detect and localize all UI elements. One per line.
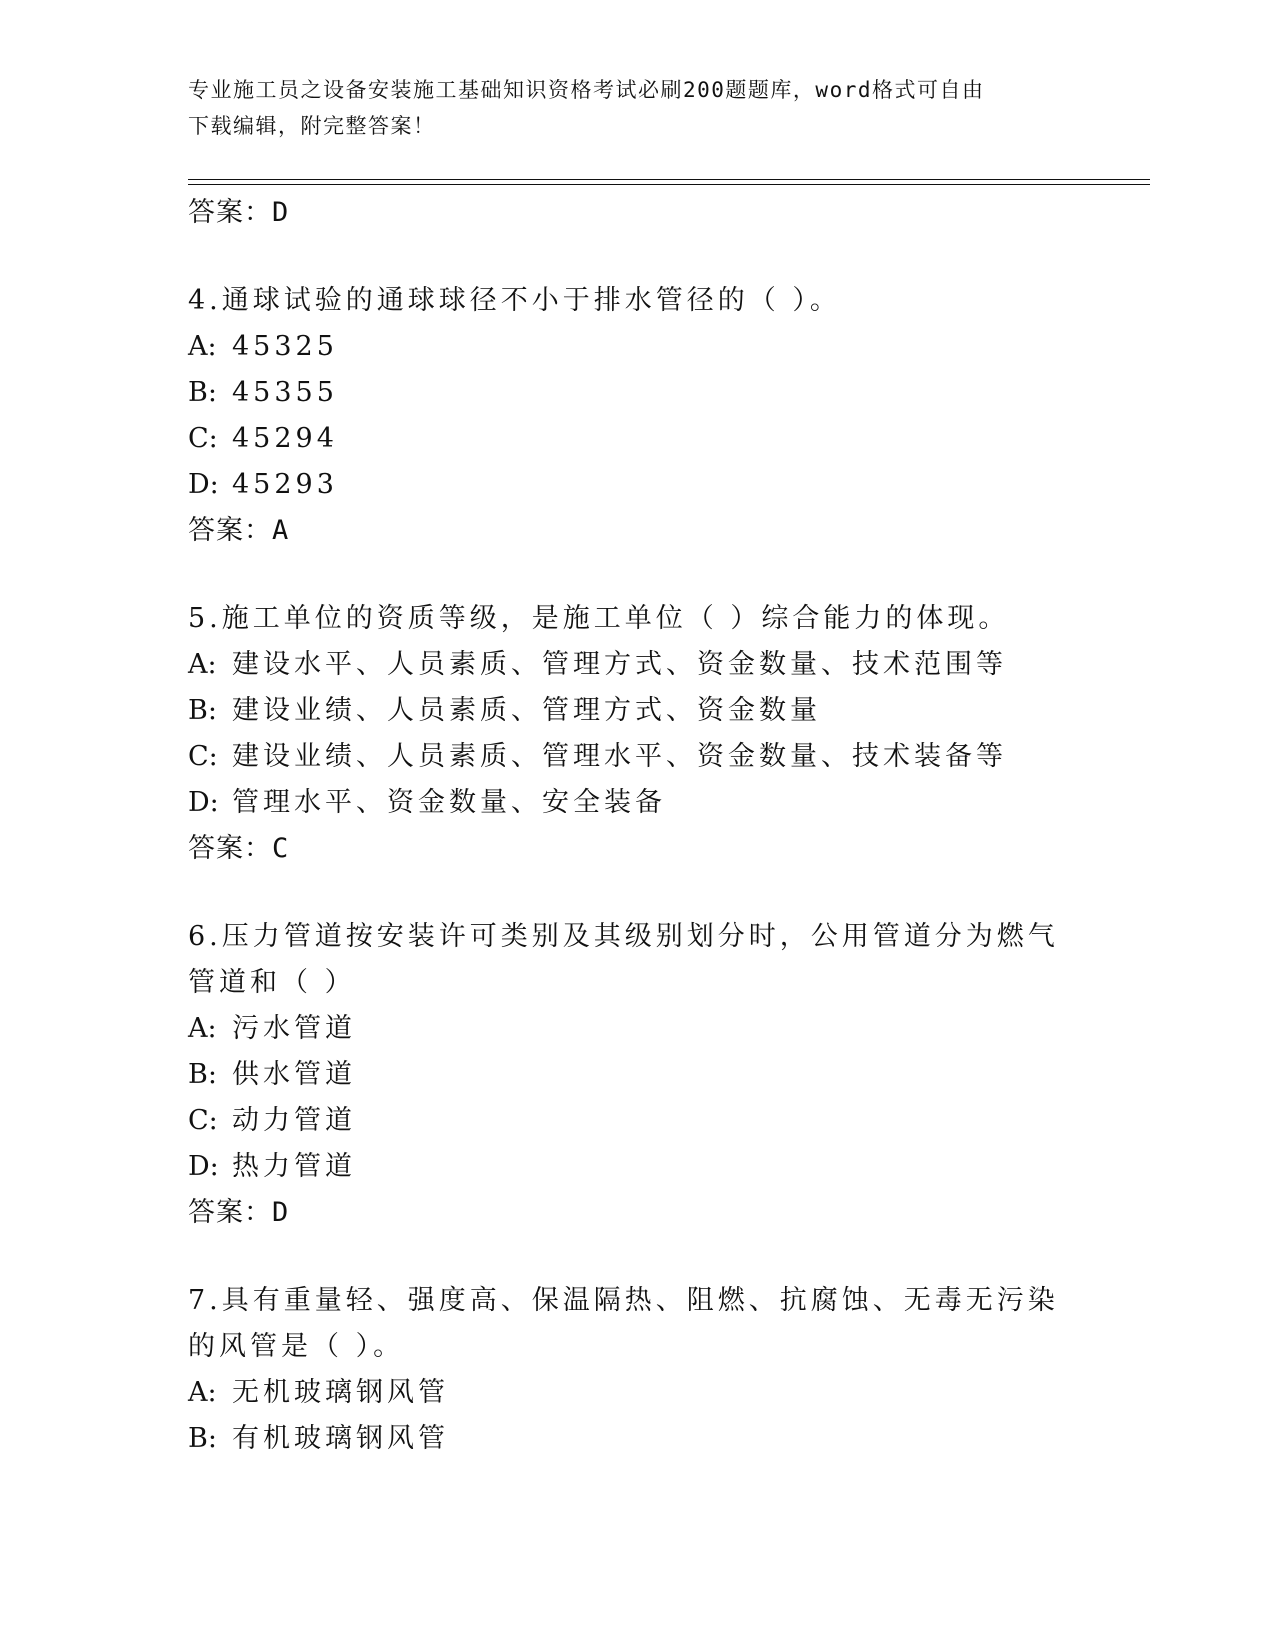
option-letter: C: [188, 741, 218, 772]
question-stem: 6.压力管道按安装许可类别及其级别划分时，公用管道分为燃气管道和（ ） [188, 921, 1059, 998]
option-letter: D: [188, 787, 219, 818]
header-rule-top [188, 179, 1150, 180]
answer-line: 答案：D [188, 1197, 290, 1228]
question-list [188, 190, 1088, 1462]
option-d [188, 1144, 1088, 1190]
option-d [188, 462, 1088, 508]
option-a [188, 642, 1088, 688]
option-text: 建设业绩、人员素质、管理方式、资金数量 [232, 695, 821, 726]
option-letter: A: [188, 649, 217, 680]
option-c [188, 734, 1088, 780]
option-letter: B: [188, 1423, 217, 1454]
option-text: 管理水平、资金数量、安全装备 [232, 787, 666, 818]
option-letter: B: [188, 377, 217, 408]
option-text: 建设水平、人员素质、管理方式、资金数量、技术范围等 [232, 649, 1007, 680]
document-header [188, 72, 1068, 144]
header-line-1: 专业施工员之设备安装施工基础知识资格考试必刷200题题库，word格式可自由 [188, 78, 985, 102]
answer-line: 答案：A [188, 515, 290, 546]
question-6 [188, 914, 1088, 1236]
option-b [188, 370, 1088, 416]
option-text: 动力管道 [232, 1105, 356, 1136]
option-a [188, 324, 1088, 370]
option-letter: A: [188, 331, 217, 362]
option-b [188, 1052, 1088, 1098]
question-stem: 7.具有重量轻、强度高、保温隔热、阻燃、抗腐蚀、无毒无污染的风管是（ ）。 [188, 1285, 1059, 1362]
question-stem: 5.施工单位的资质等级，是施工单位（ ）综合能力的体现。 [188, 603, 1010, 634]
question-7 [188, 1278, 1088, 1462]
header-line-2: 下载编辑，附完整答案！ [188, 114, 436, 138]
option-letter: D: [188, 469, 219, 500]
option-text: 45293 [232, 469, 338, 500]
option-text: 供水管道 [232, 1059, 356, 1090]
option-text: 建设业绩、人员素质、管理水平、资金数量、技术装备等 [232, 741, 1007, 772]
option-letter: D: [188, 1151, 219, 1182]
option-letter: A: [188, 1377, 217, 1408]
option-c [188, 1098, 1088, 1144]
answer-line: 答案：C [188, 833, 290, 864]
option-c [188, 416, 1088, 462]
option-letter: B: [188, 1059, 217, 1090]
option-a [188, 1006, 1088, 1052]
option-d [188, 780, 1088, 826]
option-b [188, 1416, 1088, 1462]
question-4 [188, 278, 1088, 554]
option-text: 45355 [232, 377, 338, 408]
option-letter: C: [188, 423, 218, 454]
option-letter: B: [188, 695, 217, 726]
option-text: 45294 [232, 423, 338, 454]
option-a [188, 1370, 1088, 1416]
option-text: 有机玻璃钢风管 [232, 1423, 449, 1454]
option-text: 无机玻璃钢风管 [232, 1377, 449, 1408]
option-text: 45325 [232, 331, 338, 362]
option-text: 污水管道 [232, 1013, 356, 1044]
option-letter: A: [188, 1013, 217, 1044]
answer-line: 答案：D [188, 197, 290, 228]
option-b [188, 688, 1088, 734]
header-rule-bottom [188, 184, 1150, 185]
option-text: 热力管道 [232, 1151, 356, 1182]
question-5 [188, 596, 1088, 872]
option-letter: C: [188, 1105, 218, 1136]
question-stem: 4.通球试验的通球球径不小于排水管径的（ ）。 [188, 285, 841, 316]
